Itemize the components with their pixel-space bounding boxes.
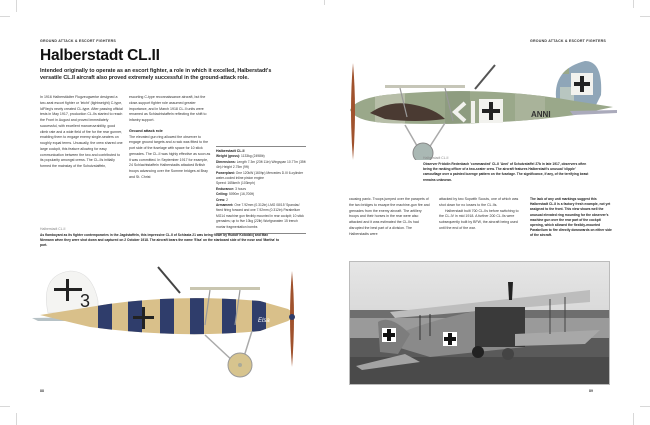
spec-box xyxy=(216,146,306,234)
body-text: In 1916 Halberstädter Flugzeugwerke designed a two-seat escort fighter or 'leicht' (lightweight) C-type, IdFlieg's newly created CL-type. After passing official tests in May 1917, production CL-IIs started to reach the Front in August and proved immediately successful, with excellent manoeuvrability, good climb rate and a wide field of fire for the rear gunner, enabling them to engage enemy single-seaters on roughly equal terms. Unusually, the crew shared one large cockpit, this feature allowing for easy communication between the two and contributed to its popularity amongst crews. The CL-IIs initially formed the mainstay of the Schutzstaffeln, xyxy=(40,95,123,168)
spec-label: Weight (gross): xyxy=(216,154,241,159)
spec-list xyxy=(216,154,306,230)
running-head: GROUND ATTACK & ESCORT FIGHTERS xyxy=(40,39,117,43)
spec-value: 3 hours xyxy=(235,186,247,191)
body-text: attacked by two Sopwith Scouts, one of which was shot down for no losses to the CL.IIs. xyxy=(439,197,519,207)
spec-value: 2 xyxy=(226,197,228,202)
body-text: Halberstadt built 700 CL-IIs before switching to the CL-IV in mid 1918. A further 200 CL.IIs were subsequently built by BFW, the aircraft being used until the end of the war. xyxy=(439,208,519,230)
caption-title: Halberstadt CL.II xyxy=(423,156,449,160)
spec-label: Ceiling: xyxy=(216,192,229,197)
aircraft-profile-illustration xyxy=(30,265,310,385)
aircraft-photograph xyxy=(349,261,610,385)
body-text: escorting C-type reconnaissance aircraft, but the close-support fighter role assumed greater importance, and in March 1918 CL-II units were renamed as Schlachtstaffeln reflecting the shift to infantry support. xyxy=(129,95,207,122)
spec-value: 165km/h (103mph) xyxy=(227,181,256,186)
spec-value: 5090m (16,700ft) xyxy=(229,192,255,197)
spec-value: One 120kW (160hp) Mercedes D.III 6-cylinder water-cooled inline piston engine xyxy=(216,170,304,181)
fuselage-name: ANNI xyxy=(531,110,551,119)
spec-value: 1133kg (2498lb) xyxy=(241,154,265,159)
spec-item xyxy=(216,171,306,182)
aircraft-profile-illustration xyxy=(345,55,620,160)
caption-text: As flamboyant as its fighter contemporaries in the Jagdstaffeln, this impressive CL.II of Schlasta 21 was being flown by Rudolf Kolodzicj and Max Niemann when they were shot down and captured on 2 October 1918. The aircraft bears the name 'Elsa' on the starboard side of the nose and 'Martha' to port. xyxy=(40,233,280,248)
spec-value: One 7.92mm (0.312in) LMG 08/15 'Spandau' fixed firing forward and one 7.92mm (0.312in) Parabellum MG14 machine gun flexibly mounted in rear cockpit; 10 stick grenades; up to five 10kg (22lb) Wurfgranaten 15 trench mortar fragmentation bombs xyxy=(216,203,304,229)
body-column-2 xyxy=(129,95,211,181)
body-column-1 xyxy=(40,95,124,170)
caption-title: Halberstadt CL.II xyxy=(40,227,66,231)
spec-item xyxy=(216,160,306,171)
spec-label: Speed: xyxy=(216,181,227,186)
nose-name: Elsa xyxy=(258,318,270,324)
photo-image xyxy=(350,262,609,384)
caption-text: The lack of any unit markings suggest this Halberstadt CL.II is a factory fresh example, not yet assigned to the front. This view shows well the unusual elevated ring mounting for the observer's machine gun over the rear part of the cockpit opening, which allowed the flexibly-mounted Parabellum to fire directly downwards on either side of the aircraft. xyxy=(530,197,612,238)
body-text: causing panic. Troops jumped over the parapets of the two bridges to escape the machine-gun fire and grenades from the enemy aircraft. The artillery troops and their horses in the rear were also attacked and it was estimated the CL.IIs had disrupted the best part of a division. The Halberstadts were xyxy=(349,197,430,236)
page-number: 89 xyxy=(589,389,593,393)
spec-label: Powerplant: xyxy=(216,170,235,175)
body-column-3 xyxy=(349,197,431,237)
spec-value: Length 7.3m (23ft 11in) Wingspan 10.77m (35ft 4in) Height 2.75m (9ft) xyxy=(216,159,306,170)
spec-label: Crew: xyxy=(216,197,226,202)
subhead: Ground attack role xyxy=(129,128,163,133)
body-text: The elevated gun ring allowed the observer to engage ground targets and a rack was fitted to the port side of the fuselage with space for 10 stick grenades. The CL-II was highly effective as soon as it was committed. In September 1917 for example, 24 Schlachtstaffeln Halberstadts attacked British troops advancing over the Somme bridges at Bray and St. Christ xyxy=(129,134,211,179)
tail-number: 3 xyxy=(80,291,91,311)
body-column-4 xyxy=(439,197,521,232)
caption-text: Observer Fridolin Redenbach 'commanded' CL.II 'Anni' of Schutzstaffel 27b in late 1917, observers often being the ranking officer of a two-seater crew. The aircraft features Halberstadt's unusual 'clipple' camouflage over a painted lozenge pattern on the fuselage. The significance, if any, of the terrifying beast remains unknown. xyxy=(423,162,589,182)
spec-label: Dimensions: xyxy=(216,159,236,164)
article-deck: Intended originally to operate as an escort fighter, a role in which it excelled, Halberstadt's versatile CL.II aircraft also proved extremely successful in the ground-attack role. xyxy=(40,68,272,82)
photo-caption xyxy=(530,197,612,239)
illustration-caption xyxy=(423,156,591,183)
spec-title: Halberstadt CL.II xyxy=(216,149,245,153)
running-head: GROUND ATTACK & ESCORT FIGHTERS xyxy=(530,39,607,43)
page-number: 88 xyxy=(40,389,44,393)
spec-label: Endurance: xyxy=(216,186,235,191)
article-title: Halberstadt CL.II xyxy=(40,47,160,64)
spec-label: Armament: xyxy=(216,203,234,208)
illustration-caption xyxy=(40,227,280,249)
